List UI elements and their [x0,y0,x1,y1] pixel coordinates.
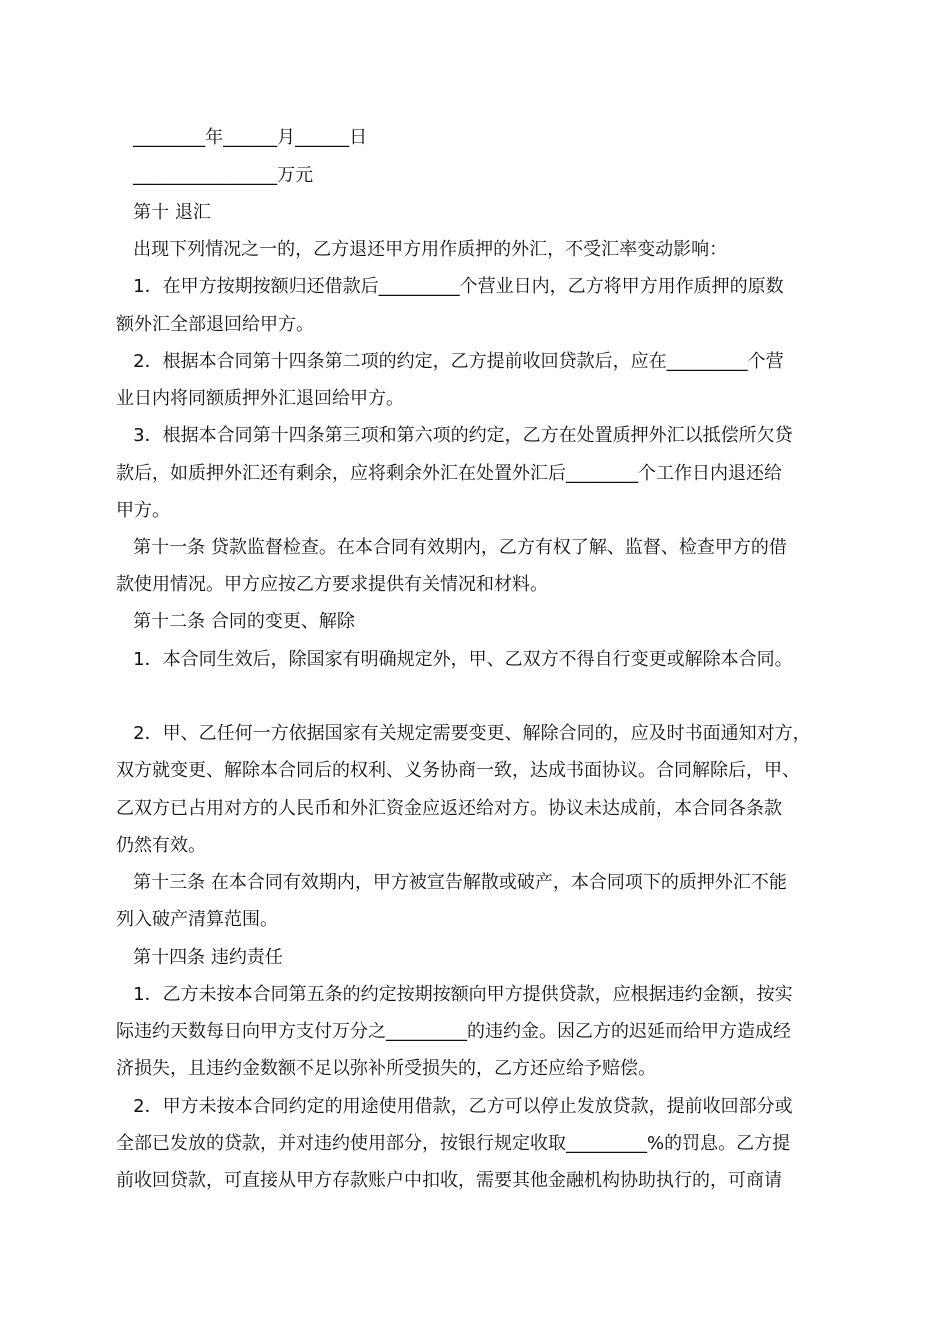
text-line: 出现下列情况之一的，乙方退还甲方用作质押的外汇，不受汇率变动影响： [116,239,728,260]
text-line: 前收回贷款，可直接从甲方存款账户中扣收，需要其他金融机构协助执行的，可商请 [116,1170,782,1191]
text-line: 甲方。 [116,500,170,521]
section-heading: 第十四条 违约责任 [116,947,283,968]
text-line: 3．根据本合同第十四条第三项和第六项的约定，乙方在处置质押外汇以抵偿所欠贷 [116,425,793,446]
text-line: 业日内将同额质押外汇退回给甲方。 [116,388,404,409]
text-line: 际违约天数每日向甲方支付万分之_________的违约金。因乙方的迟延而给甲方造成经 [116,1021,791,1042]
text-line: 1．在甲方按期按额归还借款后_________个营业日内，乙方将甲方用作质押的原数 [116,276,784,297]
text-line: 列入破产清算范围。 [116,909,278,930]
text-line: 款后，如质押外汇还有剩余，应将剩余外汇在处置外汇后________个工作日内退还给 [116,463,782,484]
section-heading: 第十二条 合同的变更、解除 [116,611,355,632]
text-line: 2．根据本合同第十四条第二项的约定，乙方提前收回贷款后，应在_________个营 [116,351,784,372]
text-line: 1．乙方未按本合同第五条的约定按期按额向甲方提供贷款，应根据违约金额，按实 [116,984,793,1005]
text-line: 乙双方已占用对方的人民币和外汇资金应返还给对方。协议未达成前，本合同各条款 [116,798,782,819]
text-line: 额外汇全部退回给甲方。 [116,314,314,335]
text-line: 第十一条 贷款监督检查。在本合同有效期内，乙方有权了解、监督、检查甲方的借 [116,537,787,558]
text-line: 2．甲、乙任何一方依据国家有关规定需要变更、解除合同的，应及时书面通知对方， [116,723,811,744]
section-heading: 第十 退汇 [116,202,211,223]
text-line: 第十三条 在本合同有效期内，甲方被宣告解散或破产，本合同项下的质押外汇不能 [116,872,787,893]
text-line: ________年______月______日 [116,127,368,148]
text-line: 双方就变更、解除本合同后的权利、义务协商一致，达成书面协议。合同解除后，甲、 [116,760,800,781]
text-line: ________________万元 [116,165,314,186]
text-line: 2．甲方未按本合同约定的用途使用借款，乙方可以停止发放贷款，提前收回部分或 [116,1096,793,1117]
text-line: 款使用情况。甲方应按乙方要求提供有关情况和材料。 [116,574,548,595]
text-line: 1．本合同生效后，除国家有明确规定外，甲、乙双方不得自行变更或解除本合同。 [116,649,793,670]
text-line: 仍然有效。 [116,835,206,856]
text-line: 全部已发放的贷款，并对违约使用部分，按银行规定收取_________%的罚息。乙方提 [116,1133,791,1154]
text-line: 济损失，且违约金数额不足以弥补所受损失的，乙方还应给予赔偿。 [116,1058,656,1079]
